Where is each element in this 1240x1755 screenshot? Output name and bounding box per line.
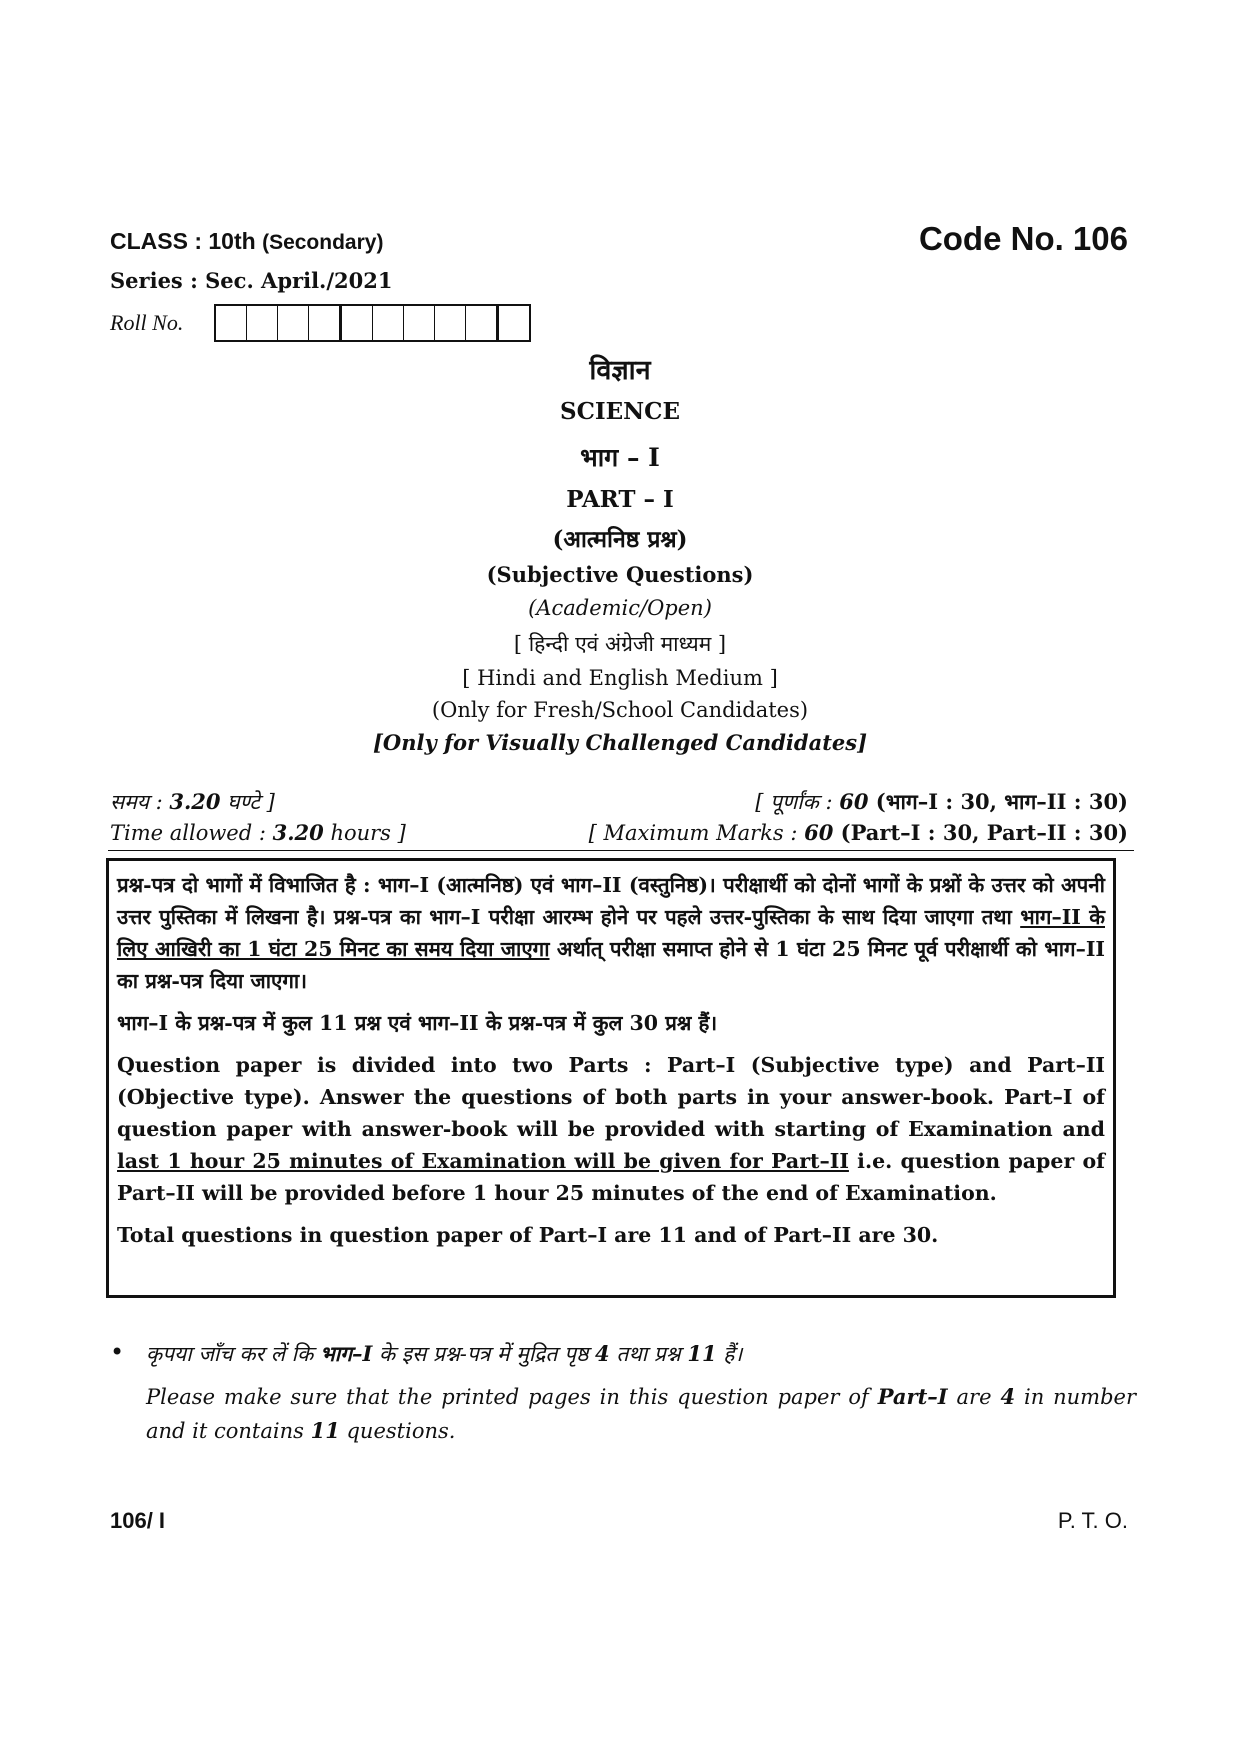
roll-box[interactable] xyxy=(373,306,404,340)
note-bold: भाग–I xyxy=(319,1341,373,1366)
time-english-value: 3.20 xyxy=(272,820,324,845)
question-type-hindi: (आत्मनिष्ठ प्रश्न) xyxy=(552,526,688,553)
time-english xyxy=(110,820,406,845)
exam-mode: (Academic/Open) xyxy=(528,596,712,620)
please-turn-over: P. T. O. xyxy=(1057,1508,1128,1533)
time-hindi-unit: घण्टे ] xyxy=(220,790,275,814)
time-hindi-label: समय : xyxy=(110,790,170,814)
roll-number-boxes[interactable] xyxy=(214,304,531,342)
instruction-text: अर्थात् परीक्षा समाप्त होने से 1 घंटा 25 मिनट पूर्व परीक्षार्थी को भाग–II का प्रश्न-पत्र दिया जाएगा। xyxy=(117,937,1105,993)
note-text: are xyxy=(947,1385,1001,1409)
page-check-note-english xyxy=(146,1380,1136,1448)
note-text: in number and it contains xyxy=(146,1385,1136,1443)
question-type-english: (Subjective Questions) xyxy=(486,562,754,587)
roll-box[interactable] xyxy=(247,306,278,340)
marks-hindi-label: [ पूर्णांक : xyxy=(755,790,840,814)
page-check-note-hindi xyxy=(146,1340,742,1368)
series-label: Series : Sec. April./2021 xyxy=(110,268,393,293)
roll-box[interactable] xyxy=(342,306,373,340)
marks-hindi xyxy=(755,788,1128,816)
subject-title-hindi: विज्ञान xyxy=(589,355,651,386)
marks-english xyxy=(589,820,1128,845)
visually-challenged-note: [Only for Visually Challenged Candidates] xyxy=(372,730,868,755)
roll-box[interactable] xyxy=(278,306,309,340)
roll-box[interactable] xyxy=(499,306,529,340)
instruction-english-2: Total questions in question paper of Part–I are 11 and of Part–II are 30. xyxy=(117,1223,939,1247)
instruction-text: Question paper is divided into two Parts : Part–I (Subjective type) and Part–II (Objective type). Answer the questions of both parts in your answer-book. Part–I of question paper with answer-book will be provided with starting of Examination and xyxy=(117,1053,1105,1141)
time-hindi xyxy=(110,788,275,816)
note-text: questions. xyxy=(339,1419,456,1443)
class-main: CLASS : 10th xyxy=(110,228,256,254)
part-title-hindi: भाग – I xyxy=(580,443,660,472)
roll-number-label: Roll No. xyxy=(110,310,184,335)
medium-english: [ Hindi and English Medium ] xyxy=(462,666,778,690)
class-label xyxy=(110,228,383,255)
roll-box[interactable] xyxy=(216,306,247,340)
instructions-box xyxy=(106,858,1116,1298)
subject-title-english: SCIENCE xyxy=(559,398,681,425)
candidate-type: (Only for Fresh/School Candidates) xyxy=(431,698,809,722)
note-bold: Part–I xyxy=(877,1384,948,1409)
class-sub: (Secondary) xyxy=(262,231,384,254)
roll-box[interactable] xyxy=(404,306,435,340)
roll-box[interactable] xyxy=(466,306,499,340)
divider xyxy=(108,850,1134,851)
marks-hindi-value: 60 xyxy=(839,789,869,814)
instruction-text: i.e. question paper of Part–II will be provided before 1 hour 25 minutes of the end of Examination. xyxy=(117,1149,1105,1205)
roll-box[interactable] xyxy=(309,306,342,340)
note-text: हैं। xyxy=(716,1342,743,1366)
code-number: Code No. 106 xyxy=(918,220,1128,257)
instruction-underlined: भाग–II के लिए आखिरी का 1 घंटा 25 मिनट का समय दिया जाएगा xyxy=(117,905,1105,961)
marks-hindi-split: (भाग–I : 30, भाग–II : 30) xyxy=(868,789,1128,814)
note-bold: 11 xyxy=(687,1341,717,1366)
note-bold: 4 xyxy=(1000,1384,1016,1409)
time-english-unit: hours ] xyxy=(323,821,406,845)
note-text: तथा प्रश्न xyxy=(609,1342,688,1366)
marks-english-split: (Part–I : 30, Part–II : 30) xyxy=(833,820,1128,845)
marks-english-value: 60 xyxy=(804,820,834,845)
note-text: के इस प्रश्न-पत्र में मुद्रित पृष्ठ xyxy=(372,1342,596,1366)
time-english-label: Time allowed : xyxy=(110,821,273,845)
note-text: कृपया जाँच कर लें कि xyxy=(146,1342,320,1366)
note-bold: 4 xyxy=(595,1341,610,1366)
instruction-hindi-1 xyxy=(117,869,1105,997)
footer-code: 106/ I xyxy=(110,1508,166,1533)
instruction-underlined: last 1 hour 25 minutes of Examination will be given for Part–II xyxy=(117,1149,849,1173)
note-bold: 11 xyxy=(310,1418,340,1443)
note-text: Please make sure that the printed pages in this question paper of xyxy=(146,1385,878,1409)
part-title-english: PART – I xyxy=(566,486,674,513)
marks-english-label: [ Maximum Marks : xyxy=(588,821,805,845)
roll-box[interactable] xyxy=(435,306,466,340)
bullet-icon: • xyxy=(110,1338,125,1366)
instruction-english-1 xyxy=(117,1049,1105,1209)
medium-hindi: [ हिन्दी एवं अंग्रेजी माध्यम ] xyxy=(513,632,727,656)
instruction-text: प्रश्न-पत्र दो भागों में विभाजित है : भाग–I (आत्मनिष्ठ) एवं भाग–II (वस्तुनिष्ठ)। परीक्षार्थी को दोनों भागों के प्रश्नों के उत्तर को अपनी उत्तर पुस्तिका में लिखना है। प्रश्न-पत्र का भाग–I परीक्षा आरम्भ होने पर पहले उत्तर-पुस्तिका के साथ दिया जाएगा तथा xyxy=(117,873,1105,929)
time-hindi-value: 3.20 xyxy=(169,789,221,814)
instruction-hindi-2: भाग–I के प्रश्न-पत्र में कुल 11 प्रश्न एवं भाग–II के प्रश्न-पत्र में कुल 30 प्रश्न हैं। xyxy=(117,1011,718,1035)
